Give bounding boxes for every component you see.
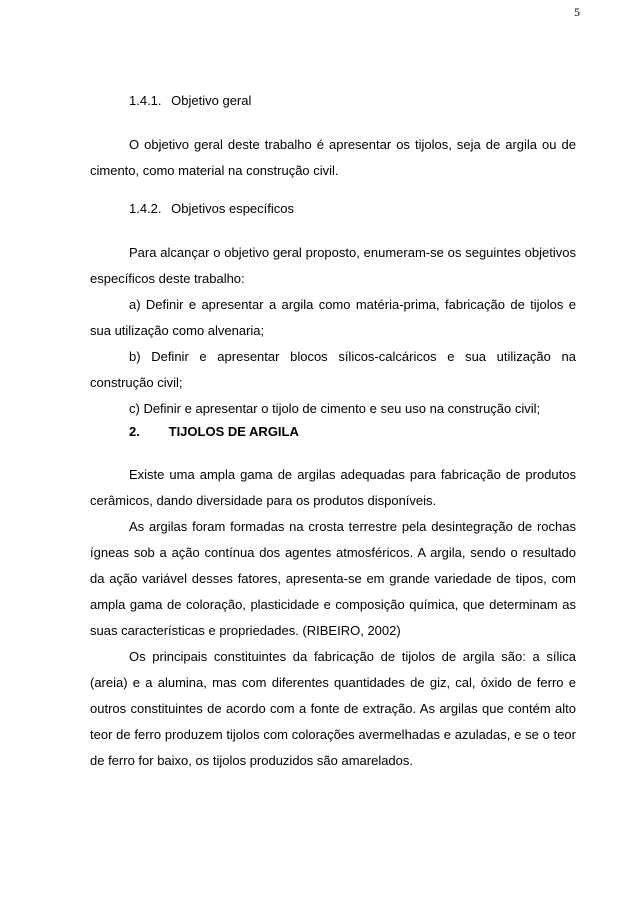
section-body-objetivo-geral <box>90 132 576 184</box>
paragraph: O objetivo geral deste trabalho é apresentar os tijolos, seja de argila ou de cimento, como material na construção civil. <box>90 137 576 178</box>
paragraph-intro: Para alcançar o objetivo geral proposto, enumeram-se os seguintes objetivos específicos deste trabalho: <box>90 245 576 286</box>
section-title: Objetivos específicos <box>171 201 294 216</box>
chapter-body-tijolos-de-argila <box>90 462 576 774</box>
list-item-c: c) Definir e apresentar o tijolo de cimento e seu uso na construção civil; <box>129 401 541 416</box>
list-item-a: a) Definir e apresentar a argila como matéria-prima, fabricação de tijolos e sua utilização como alvenaria; <box>90 297 576 338</box>
chapter-heading-tijolos-de-argila <box>90 424 615 440</box>
chapter-title: TIJOLOS DE ARGILA <box>168 424 299 439</box>
paragraph: Existe uma ampla gama de argilas adequadas para fabricação de produtos cerâmicos, dando diversidade para os produtos disponíveis. <box>90 467 576 508</box>
section-number: 1.4.1. <box>129 93 162 108</box>
paragraph: Os principais constituintes da fabricação de tijolos de argila são: a sílica (areia) e a alumina, mas com diferentes quantidades de giz, cal, óxido de ferro e outros constituintes de acordo com a fonte de extração. As argilas que contém alto teor de ferro produzem tijolos com colorações avermelhadas e azuladas, e se o teor de ferro for baixo, os tijolos produzidos são amarelados. <box>90 649 576 768</box>
section-heading-objetivos-especificos <box>90 201 615 217</box>
page-number: 5 <box>574 5 580 19</box>
section-body-objetivos-especificos <box>90 240 576 422</box>
section-heading-objetivo-geral <box>90 93 615 109</box>
section-number: 1.4.2. <box>129 201 162 216</box>
list-item-b: b) Definir e apresentar blocos sílicos-calcáricos e sua utilização na construção civil; <box>90 349 576 390</box>
chapter-number: 2. <box>129 424 140 439</box>
paragraph: As argilas foram formadas na crosta terrestre pela desintegração de rochas ígneas sob a ação contínua dos agentes atmosféricos. A argila, sendo o resultado da ação variável desses fatores, apresenta-se em grande variedade de tipos, com ampla gama de coloração, plasticidade e composição química, que determinam as suas características e propriedades. (RIBEIRO, 2002) <box>90 519 576 638</box>
section-title: Objetivo geral <box>171 93 252 108</box>
